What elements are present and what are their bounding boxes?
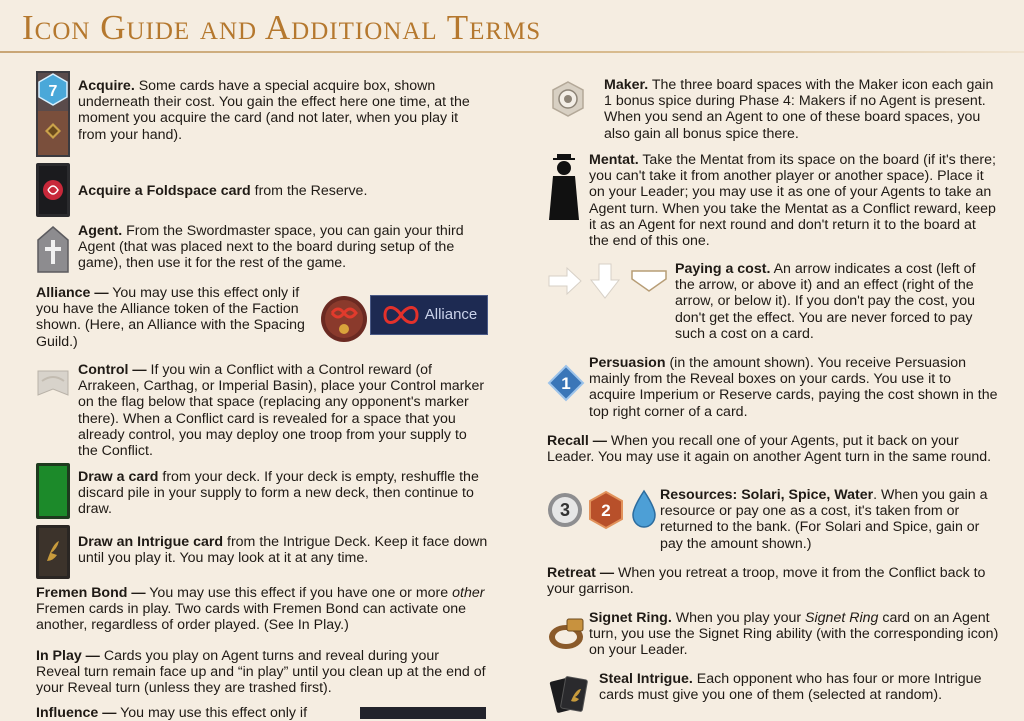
term-retreat: Retreat — bbox=[547, 565, 615, 581]
entry-acquire bbox=[78, 78, 488, 143]
desc-retreat: When you retreat a troop, move it from the Conflict back to your garrison. bbox=[547, 565, 986, 598]
left-column bbox=[36, 76, 488, 721]
influence-icon bbox=[360, 707, 486, 719]
term-resources: Resources: Solari, Spice, Water bbox=[660, 487, 874, 503]
entry-foldspace bbox=[78, 183, 488, 199]
desc-paying-cost: An arrow indicates a cost (left of the arrow, or above it) and an effect (right of the arrow, or below it). If you don't pay the cost, you don't get the effect. You are never forced to pay such a cost on a card. bbox=[675, 261, 976, 342]
term-foldspace: Acquire a Foldspace card bbox=[78, 183, 251, 199]
entry-intrigue bbox=[78, 534, 488, 566]
desc-signet-1: When you play your bbox=[671, 610, 806, 626]
infinity-icon bbox=[381, 305, 421, 325]
agent-icon bbox=[36, 226, 70, 274]
spice-number: 2 bbox=[601, 501, 611, 520]
mentat-icon bbox=[547, 152, 581, 220]
desc-foldspace: from the Reserve. bbox=[250, 183, 368, 199]
title-rule bbox=[0, 51, 1024, 53]
entry-control bbox=[78, 362, 488, 459]
term-intrigue: Draw an Intrigue card bbox=[78, 534, 224, 550]
foldspace-card-icon bbox=[36, 163, 70, 217]
solari-icon bbox=[547, 492, 583, 528]
term-paying-cost: Paying a cost. bbox=[675, 261, 771, 277]
entry-recall bbox=[547, 433, 999, 465]
solari-number: 3 bbox=[559, 500, 571, 520]
term-alliance: Alliance — bbox=[36, 285, 109, 301]
control-flag-icon bbox=[36, 365, 70, 399]
term-maker: Maker. bbox=[604, 77, 649, 93]
desc-mentat: Take the Mentat from its space on the board (if it's there; you can't take it from another player or another space). Place it on your Leader; you may use it as one of your Agents to take an Agent turn. When you take the Mentat as a Conflict reward, keep it as an Agent for next round and don't return it to the board at the end of this one. bbox=[589, 152, 996, 250]
entry-mentat bbox=[589, 152, 999, 249]
term-recall: Recall — bbox=[547, 433, 607, 449]
desc-in-play: Cards you play on Agent turns and reveal during your Reveal turn remain face up and “in play” until you clean up at the end of your Reveal turn (unless they are trashed first). bbox=[36, 648, 486, 697]
term-fremen-bond: Fremen Bond — bbox=[36, 585, 146, 601]
entry-influence bbox=[36, 705, 336, 721]
term-control: Control — bbox=[78, 362, 147, 378]
alliance-badge-label: Alliance bbox=[424, 305, 478, 323]
persuasion-number: 1 bbox=[561, 374, 571, 393]
entry-agent bbox=[78, 223, 488, 272]
entry-alliance bbox=[36, 285, 311, 350]
desc-fremen-1: You may use this effect if you have one or more bbox=[145, 585, 453, 601]
term-in-play: In Play — bbox=[36, 648, 100, 664]
desc-resources: . When you gain a resource or pay one as a cost, it's taken from or returned to the bank. (For Solari and Spice, gain or pay the amount shown.) bbox=[660, 487, 988, 552]
entry-in-play bbox=[36, 648, 486, 697]
desc-control: If you win a Conflict with a Control reward (of Arrakeen, Carthag, or Imperial Basin), place your Control marker on the flag below that space (replacing any opponent's marker there). When a Conflict card is revealed for a space that you already control, you may deploy one troop from your supply to the Conflict. bbox=[78, 362, 485, 460]
entry-steal-intrigue bbox=[599, 671, 999, 703]
acquire-box-icon bbox=[36, 71, 70, 157]
maker-icon bbox=[551, 81, 585, 117]
desc-fremen-2: Fremen cards in play. Two cards with Fremen Bond can activate one another, regardless of order played. (See In Play.) bbox=[36, 601, 467, 634]
desc-signet-2: card on an Agent turn, you use the Signet Ring ability (with the corresponding icon) on your Leader. bbox=[589, 610, 999, 659]
term-agent: Agent. bbox=[78, 223, 123, 239]
alliance-badge bbox=[370, 295, 488, 335]
entry-paying-cost bbox=[675, 261, 999, 342]
term-draw: Draw a card bbox=[78, 469, 159, 485]
cost-box-icon bbox=[631, 269, 667, 293]
signet-ring-icon bbox=[547, 617, 585, 651]
term-steal-intrigue: Steal Intrigue. bbox=[599, 671, 693, 687]
desc-influence: You may use this effect only if bbox=[116, 705, 308, 721]
spice-icon bbox=[587, 491, 625, 529]
term-persuasion: Persuasion bbox=[589, 355, 666, 371]
water-icon bbox=[631, 489, 657, 529]
desc-alliance: You may use this effect only if you have the Alliance token of the Faction shown. (Here, an Alliance with the Spacing Guild.) bbox=[36, 285, 305, 350]
term-mentat: Mentat. bbox=[589, 152, 639, 168]
entry-fremen-bond bbox=[36, 585, 486, 634]
desc-recall: When you recall one of your Agents, put it back on your Leader. You may use it again on another Agent turn in the same round. bbox=[547, 433, 992, 466]
desc-signet-card: Signet Ring bbox=[805, 610, 879, 626]
desc-persuasion: (in the amount shown). You receive Persuasion mainly from the Reveal boxes on your cards. You use it to acquire Imperium or Reserve cards, paying the cost shown in the top right corner of a card. bbox=[589, 355, 998, 420]
desc-steal-intrigue: Each opponent who has four or more Intrigue cards must give you one of them (selected at random). bbox=[599, 671, 982, 704]
entry-maker bbox=[604, 77, 999, 142]
alliance-token-icon bbox=[320, 295, 368, 343]
entry-resources bbox=[660, 487, 999, 552]
steal-intrigue-icon bbox=[549, 673, 593, 717]
arrow-down-icon bbox=[589, 262, 621, 300]
term-signet-ring: Signet Ring. bbox=[589, 610, 672, 626]
desc-maker: The three board spaces with the Maker icon each gain 1 bonus spice during Phase 4: Makers if no Agent is present. When you send an Agent to one of these board spaces, you also gain all bonus spice there. bbox=[604, 77, 994, 142]
page-title: Icon Guide and Additional Terms bbox=[22, 8, 542, 47]
term-acquire: Acquire. bbox=[78, 78, 135, 94]
draw-card-icon bbox=[36, 463, 70, 519]
desc-acquire: Some cards have a special acquire box, shown underneath their cost. You gain the effect here one time, at the moment you acquire the card (and not later, when you play it from your hand). bbox=[78, 78, 470, 143]
persuasion-icon bbox=[548, 365, 584, 401]
desc-draw: from your deck. If your deck is empty, reshuffle the discard pile in your supply to form a new deck, then continue to draw. bbox=[78, 469, 479, 518]
desc-agent: From the Swordmaster space, you can gain your third Agent (that was placed next to the board during setup of the game), then use it for the rest of the game. bbox=[78, 223, 464, 272]
intrigue-card-icon bbox=[36, 525, 70, 579]
entry-draw bbox=[78, 469, 488, 518]
desc-fremen-other: other bbox=[452, 585, 485, 601]
right-column bbox=[547, 76, 999, 716]
term-influence: Influence — bbox=[36, 705, 117, 721]
arrow-right-icon bbox=[547, 266, 583, 296]
entry-signet-ring bbox=[589, 610, 999, 659]
desc-intrigue: from the Intrigue Deck. Keep it face down until you play it. You may look at it at any time. bbox=[78, 534, 488, 567]
entry-persuasion bbox=[589, 355, 999, 420]
entry-retreat bbox=[547, 565, 999, 597]
acquire-cost-number: 7 bbox=[48, 83, 58, 100]
